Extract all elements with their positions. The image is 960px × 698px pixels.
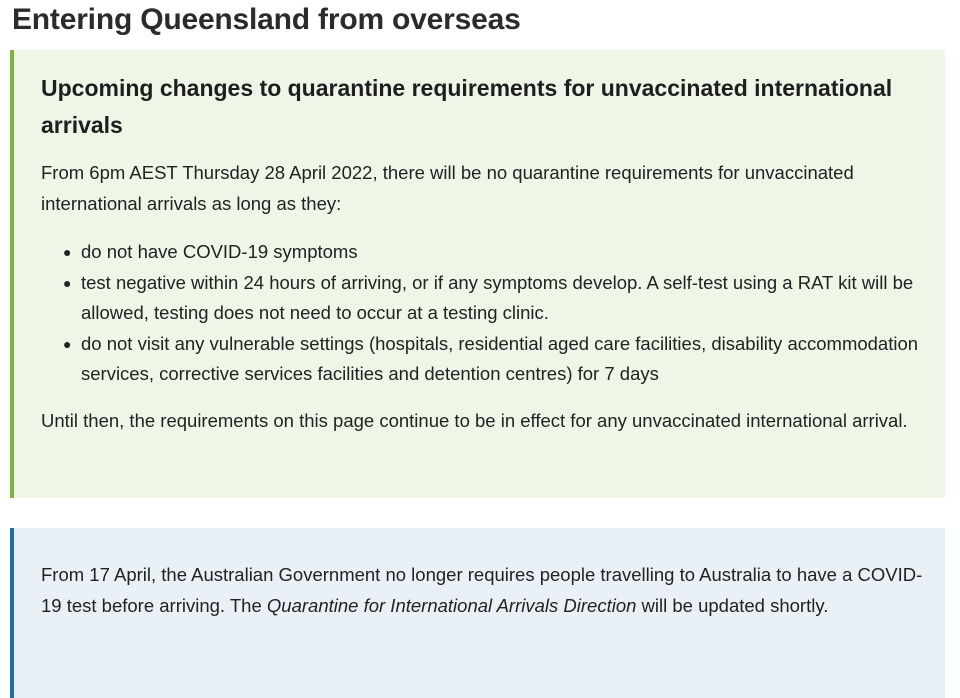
- testing-text-after: will be updated shortly.: [636, 594, 829, 616]
- callout-heading: Upcoming changes to quarantine requirements for unvaccinated international arrivals: [41, 75, 893, 138]
- list-item-text: test negative within 24 hours of arriving, or if any symptoms develop. A self-test using a RAT kit will be allowed, testing does not need to occur at a testing clinic.: [81, 271, 914, 323]
- testing-info-callout: [10, 528, 945, 698]
- bullet-icon: ●: [63, 244, 72, 260]
- testing-text-before: From 17 April, the Australian Government no longer requires people travelling to Australia to have a COVID-19 test before arriving. The: [41, 564, 923, 616]
- list-item-text: do not have COVID-19 symptoms: [81, 241, 358, 262]
- quarantine-changes-callout: [10, 50, 945, 498]
- testing-info-text: [41, 560, 923, 621]
- callout-intro-text: From 6pm AEST Thursday 28 April 2022, there will be no quarantine requirements for unvaccinated international arrivals as long as they:: [41, 162, 854, 214]
- bullet-icon: ●: [63, 335, 72, 352]
- list-item: [63, 268, 923, 329]
- direction-name: Quarantine for International Arrivals Direction: [266, 594, 637, 616]
- list-item: [63, 237, 923, 268]
- callout-closing-text: Until then, the requirements on this page continue to be in effect for any unvaccinated international arrival.: [41, 409, 908, 431]
- list-item-text: do not visit any vulnerable settings (hospitals, residential aged care facilities, disability accommodation services, corrective services facilities and detention centres) for 7 days: [81, 332, 919, 384]
- list-item: [63, 329, 923, 390]
- page-title: Entering Queensland from overseas: [12, 3, 521, 36]
- bullet-icon: ●: [63, 274, 72, 291]
- requirements-list: [41, 237, 923, 390]
